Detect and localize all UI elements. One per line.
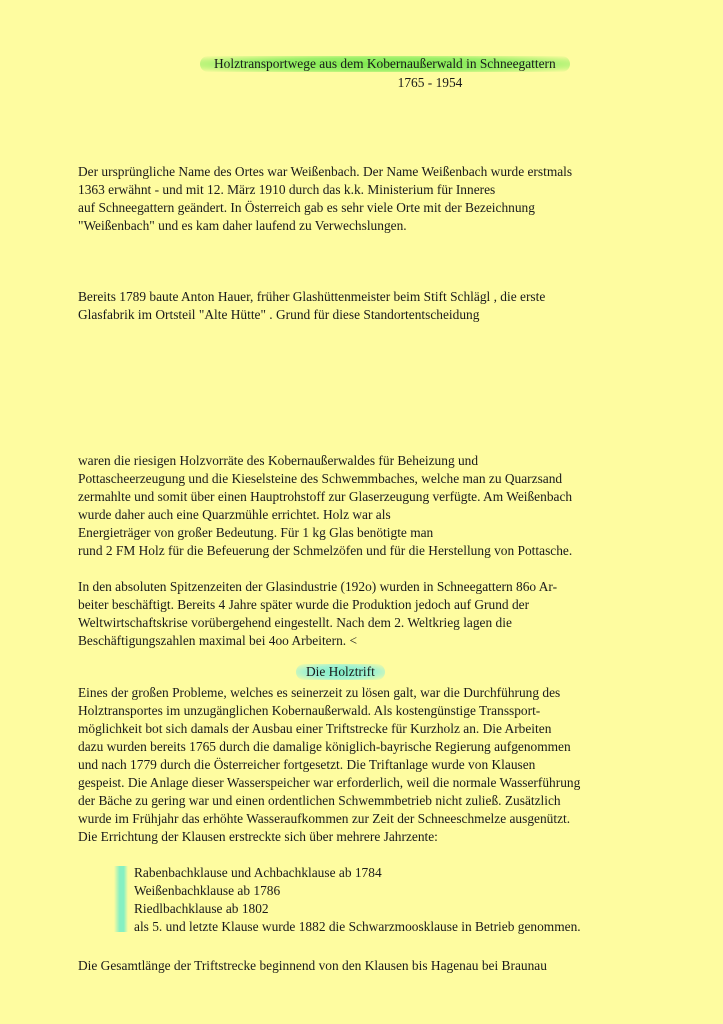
paragraph-line: Beschäftigungszahlen maximal bei 4oo Arbeitern. < bbox=[78, 633, 358, 648]
paragraph-line: der Bäche zu gering war und einen ordentlichen Schwemmbetrieb nicht zuließ. Zusätzlich bbox=[78, 793, 561, 808]
document-years: 1765 - 1954 bbox=[397, 75, 463, 90]
paragraph-line: und nach 1779 durch die Österreicher fortgesetzt. Die Triftanlage wurde von Klausen bbox=[78, 757, 536, 772]
highlight-marker bbox=[114, 866, 128, 932]
paragraph-line: wurde im Frühjahr das erhöhte Wasseraufkommen zur Zeit der Schneeschmelze ausgenützt. bbox=[78, 811, 571, 826]
paragraph-line: auf Schneegattern geändert. In Österreich gab es sehr viele Orte mit der Bezeichnung bbox=[78, 200, 535, 215]
paragraph-line: Eines der großen Probleme, welches es seinerzeit zu lösen galt, war die Durchführung des bbox=[78, 685, 561, 700]
paragraph-line: gespeist. Die Anlage dieser Wasserspeicher war erforderlich, weil die normale Wasserführung bbox=[78, 775, 581, 790]
section-heading: Die Holztrift bbox=[296, 664, 385, 680]
paragraph-line: möglichkeit bot sich damals der Ausbau einer Triftstrecke für Kurzholz an. Die Arbeiten bbox=[78, 721, 552, 736]
paragraph-line: "Weißenbach" und es kam daher laufend zu Verwechslungen. bbox=[78, 218, 407, 233]
paragraph-line: Holztransportes im unzugänglichen Kobernaußerwald. Als kostengünstige Transsport- bbox=[78, 703, 541, 718]
paragraph-line: Bereits 1789 baute Anton Hauer, früher Glashüttenmeister beim Stift Schlägl , die erste bbox=[78, 289, 546, 304]
list-item: Weißenbachklause ab 1786 bbox=[134, 883, 281, 898]
paragraph-line: In den absoluten Spitzenzeiten der Glasindustrie (192o) wurden in Schneegattern 86o Ar- bbox=[78, 579, 558, 594]
list-item: als 5. und letzte Klause wurde 1882 die Schwarzmoosklause in Betrieb genommen. bbox=[134, 919, 581, 934]
paragraph-line: Weltwirtschaftskrise vorübergehend eingestellt. Nach dem 2. Weltkrieg lagen die bbox=[78, 615, 512, 630]
paragraph-line: Pottascheerzeugung und die Kieselsteine des Schwemmbaches, welche man zu Quarzsand bbox=[78, 471, 563, 486]
paragraph-line: Der ursprüngliche Name des Ortes war Weißenbach. Der Name Weißenbach wurde erstmals bbox=[78, 164, 573, 179]
document-title: Holztransportwege aus dem Kobernaußerwald in Schneegattern bbox=[200, 56, 570, 72]
paragraph-line: wurde daher auch eine Quarzmühle errichtet. Holz war als bbox=[78, 507, 391, 522]
paragraph-line: dazu wurden bereits 1765 durch die damalige königlich-bayrische Regierung aufgenommen bbox=[78, 739, 571, 754]
list-item: Rabenbachklause und Achbachklause ab 1784 bbox=[134, 865, 382, 880]
paragraph-line: Energieträger von großer Bedeutung. Für 1 kg Glas benötigte man bbox=[78, 525, 434, 540]
paragraph-line: rund 2 FM Holz für die Befeuerung der Schmelzöfen und für die Herstellung von Pottasche. bbox=[78, 543, 573, 558]
paragraph-line: Die Errichtung der Klausen erstreckte sich über mehrere Jahrzente: bbox=[78, 829, 438, 844]
paragraph-line: Die Gesamtlänge der Triftstrecke beginnend von den Klausen bis Hagenau bei Braunau bbox=[78, 958, 547, 973]
paragraph-line: beiter beschäftigt. Bereits 4 Jahre später wurde die Produktion jedoch auf Grund der bbox=[78, 597, 530, 612]
paragraph-line: waren die riesigen Holzvorräte des Kobernaußerwaldes für Beheizung und bbox=[78, 453, 479, 468]
list-item: Riedlbachklause ab 1802 bbox=[134, 901, 269, 916]
paragraph-line: zermahlte und somit über einen Hauptrohstoff zur Glaserzeugung verfügte. Am Weißenbach bbox=[78, 489, 573, 504]
paragraph-line: Glasfabrik im Ortsteil "Alte Hütte" . Grund für diese Standortentscheidung bbox=[78, 307, 480, 322]
paragraph-line: 1363 erwähnt - und mit 12. März 1910 durch das k.k. Ministerium für Inneres bbox=[78, 182, 496, 197]
